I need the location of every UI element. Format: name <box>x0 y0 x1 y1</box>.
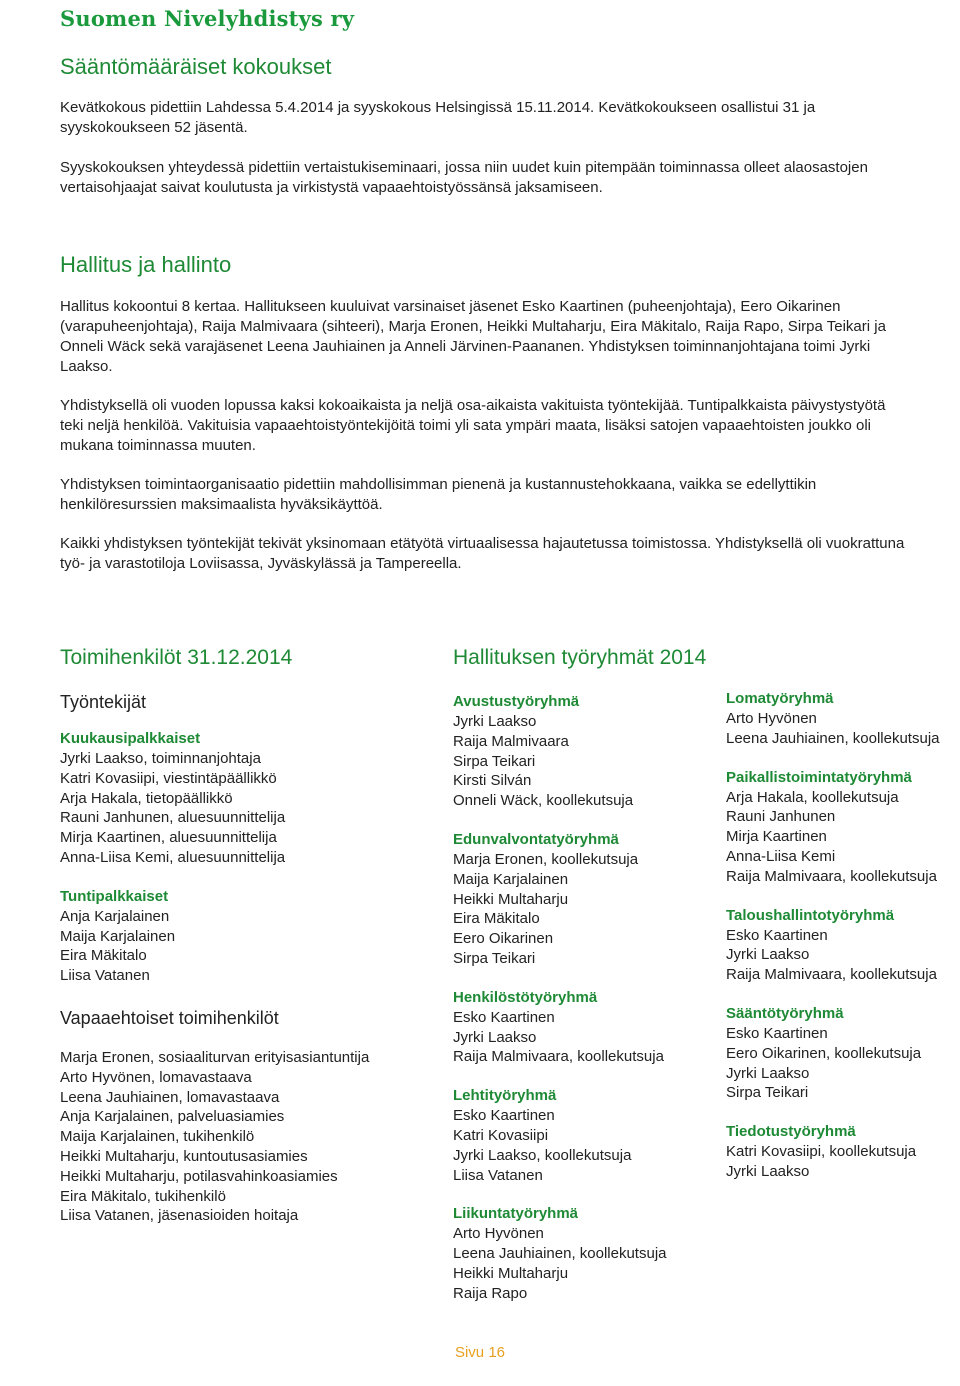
working-group-member: Rauni Janhunen <box>726 808 836 826</box>
list-item: Liisa Vatanen <box>60 967 150 985</box>
working-groups-heading: Hallituksen työryhmät 2014 <box>453 646 707 669</box>
working-group-member: Leena Jauhiainen, koollekutsuja <box>453 1245 667 1263</box>
board-paragraph-1: Hallitus kokoontui 8 kertaa. Hallitukseen kuuluivat varsinaiset jäsenet Esko Kaartinen (puheenjohtaja), Eero Oikarinen (varapuheenjohtaja), Raija Malmivaara (sihteeri), Marja Eronen, Heikki Multaharju, Eira Mäkitalo, Raija Rapo, Sirpa Teikari ja Onneli Wäck sekä varajäsenet Leena Jauhiainen ja Anneli Järvinen-Paananen. Yhdistyksen toiminnanjohtajana toimi Jyrki Laakso. <box>60 298 886 375</box>
working-groups-middle-list <box>453 692 723 1304</box>
meetings-heading: Sääntömääräiset kokoukset <box>60 54 332 79</box>
list-item: Leena Jauhiainen, lomavastaava <box>60 1088 280 1106</box>
working-group-member: Jyrki Laakso <box>726 1162 810 1180</box>
list-item: Eira Mäkitalo, tukihenkilö <box>60 1187 226 1205</box>
working-group <box>726 1004 960 1103</box>
working-group <box>453 988 723 1067</box>
hourly-title: Tuntipalkkaiset <box>60 887 169 905</box>
list-item: Heikki Multaharju, potilasvahinkoasiamies <box>60 1167 338 1185</box>
employees-heading: Työntekijät <box>60 692 147 712</box>
working-group-member: Jyrki Laakso <box>726 946 810 964</box>
working-group-member: Raija Malmivaara, koollekutsuja <box>726 966 937 984</box>
staff-heading: Toimihenkilöt 31.12.2014 <box>60 646 293 669</box>
working-group-member: Eira Mäkitalo <box>453 910 540 928</box>
working-group <box>453 1086 723 1185</box>
working-group-member: Mirja Kaartinen <box>726 828 827 846</box>
board-paragraph-4: Kaikki yhdistyksen työntekijät tekivät yksinomaan etätyötä virtuaalisessa hajautetussa toimistossa. Yhdistyksellä oli vuokrattuna työ- ja varastotiloja Loviisassa, Jyväskylässä ja Tampereella. <box>60 535 905 572</box>
working-group-title: Paikallistoimintatyöryhmä <box>726 768 912 786</box>
working-group-member: Eero Oikarinen, koollekutsuja <box>726 1044 922 1062</box>
list-item: Katri Kovasiipi, viestintäpäällikkö <box>60 769 277 787</box>
working-group <box>726 1122 960 1182</box>
working-group <box>453 1204 723 1303</box>
working-group-member: Leena Jauhiainen, koollekutsuja <box>726 729 940 747</box>
working-group-member: Onneli Wäck, koollekutsuja <box>453 792 634 810</box>
working-group-member: Esko Kaartinen <box>726 926 828 944</box>
main-text <box>60 54 910 574</box>
working-group-title: Liikuntatyöryhmä <box>453 1205 579 1223</box>
list-item: Jyrki Laakso, toiminnanjohtaja <box>60 750 261 767</box>
working-group-title: Lehtityöryhmä <box>453 1087 557 1105</box>
board-paragraph-3: Yhdistyksen toimintaorganisaatio pidettiin mahdollisimman pienenä ja kustannustehokkaana, vaikka se edellyttikin henkilöresurssien maksimaalista hyväksikäyttöä. <box>60 476 817 513</box>
working-group-member: Jyrki Laakso <box>453 713 537 730</box>
working-group-title: Lomatyöryhmä <box>726 690 834 707</box>
list-item: Arja Hakala, tietopäällikkö <box>60 789 233 807</box>
volunteers-list <box>60 1048 430 1226</box>
monthly-group <box>60 729 430 868</box>
working-group-member: Jyrki Laakso, koollekutsuja <box>453 1146 632 1164</box>
working-group-member: Esko Kaartinen <box>726 1024 828 1042</box>
working-group-member: Marja Eronen, koollekutsuja <box>453 850 639 868</box>
working-group-member: Raija Rapo <box>453 1284 528 1302</box>
working-group-member: Esko Kaartinen <box>453 1107 555 1125</box>
page-number: Sivu 16 <box>454 1344 506 1361</box>
working-group-member: Heikki Multaharju <box>453 890 569 908</box>
working-group <box>726 768 960 887</box>
working-group-member: Raija Malmivaara, koollekutsuja <box>726 867 937 885</box>
board-heading: Hallitus ja hallinto <box>60 252 232 277</box>
working-group-member: Arto Hyvönen <box>453 1225 544 1243</box>
hourly-group <box>60 887 430 986</box>
working-group-title: Avustustyöryhmä <box>453 693 580 710</box>
working-group-member: Maija Karjalainen <box>453 870 569 888</box>
list-item: Eira Mäkitalo <box>60 947 147 965</box>
volunteers-heading: Vapaaehtoiset toimihenkilöt <box>60 1007 279 1028</box>
working-group-member: Sirpa Teikari <box>453 752 536 770</box>
working-group-member: Liisa Vatanen <box>453 1166 543 1184</box>
working-group-title: Sääntötyöryhmä <box>726 1004 844 1022</box>
list-item: Heikki Multaharju, kuntoutusasiamies <box>60 1147 308 1165</box>
working-group-title: Tiedotustyöryhmä <box>726 1123 856 1141</box>
organization-name: Suomen Nivelyhdistys ry <box>60 6 355 31</box>
working-group-title: Edunvalvontatyöryhmä <box>453 830 619 848</box>
working-group-member: Heikki Multaharju <box>453 1264 569 1282</box>
working-group-member: Eero Oikarinen <box>453 930 554 948</box>
working-group-member: Raija Malmivaara, koollekutsuja <box>453 1048 664 1066</box>
working-groups-column <box>453 646 723 1304</box>
list-item: Liisa Vatanen, jäsenasioiden hoitaja <box>60 1207 299 1225</box>
list-item: Arto Hyvönen, lomavastaava <box>60 1068 252 1086</box>
working-group-member: Anna-Liisa Kemi <box>726 847 836 865</box>
working-group-member: Kirsti Silván <box>453 772 532 790</box>
working-group-member: Esko Kaartinen <box>453 1008 555 1026</box>
list-item: Rauni Janhunen, aluesuunnittelija <box>60 809 286 827</box>
working-group-title: Taloushallintotyöryhmä <box>726 906 895 924</box>
working-group-member: Katri Kovasiipi <box>453 1126 549 1144</box>
working-groups-right-column <box>726 689 960 1182</box>
working-group-member: Sirpa Teikari <box>453 949 536 967</box>
working-group-title: Henkilöstötyöryhmä <box>453 988 598 1006</box>
working-group <box>726 906 960 985</box>
meetings-paragraph-1: Kevätkokous pidettiin Lahdessa 5.4.2014 ja syyskokous Helsingissä 15.11.2014. Kevätkokoukseen osallistui 31 ja syyskokoukseen 52 jäsentä. <box>60 99 816 136</box>
working-group <box>453 830 723 969</box>
working-group-member: Arja Hakala, koollekutsuja <box>726 788 899 806</box>
staff-column <box>60 646 430 1226</box>
working-group-member: Katri Kovasiipi, koollekutsuja <box>726 1143 917 1161</box>
list-item: Mirja Kaartinen, aluesuunnittelija <box>60 829 277 847</box>
list-item: Anna-Liisa Kemi, aluesuunnittelija <box>60 848 286 866</box>
list-item: Maija Karjalainen, tukihenkilö <box>60 1128 255 1146</box>
working-group <box>453 692 723 811</box>
monthly-title: Kuukausipalkkaiset <box>60 730 201 747</box>
list-item: Anja Karjalainen, palveluasiamies <box>60 1108 285 1126</box>
working-group <box>726 689 960 749</box>
list-item: Anja Karjalainen <box>60 907 170 925</box>
working-group-member: Raija Malmivaara <box>453 732 569 750</box>
list-item: Maija Karjalainen <box>60 927 176 945</box>
working-groups-right-list <box>726 689 960 1182</box>
working-group-member: Jyrki Laakso <box>453 1028 537 1046</box>
meetings-paragraph-2: Syyskokouksen yhteydessä pidettiin vertaistukiseminaari, jossa niin uudet kuin pitempään toiminnassa olleet alaosastojen vertaisohjaajat saivat koulutusta ja virkistystä vapaaehtoistyössänsä jaksamiseen. <box>60 159 868 196</box>
working-group-member: Sirpa Teikari <box>726 1084 809 1102</box>
board-paragraph-2: Yhdistyksellä oli vuoden lopussa kaksi kokoaikaista ja neljä osa-aikaista vakituista työntekijää. Tuntipalkkaista päivystystyötä teki neljä henkilöä. Vakituisia vapaaehtoistyöntekijöitä toimi yli sata ympäri maata, lisäksi satojen vapaaehtoisten joukko oli mukana toiminnassa muuten. <box>60 397 886 454</box>
list-item: Marja Eronen, sosiaaliturvan erityisasiantuntija <box>60 1048 370 1066</box>
working-group-member: Jyrki Laakso <box>726 1064 810 1082</box>
working-group-member: Arto Hyvönen <box>726 710 817 727</box>
